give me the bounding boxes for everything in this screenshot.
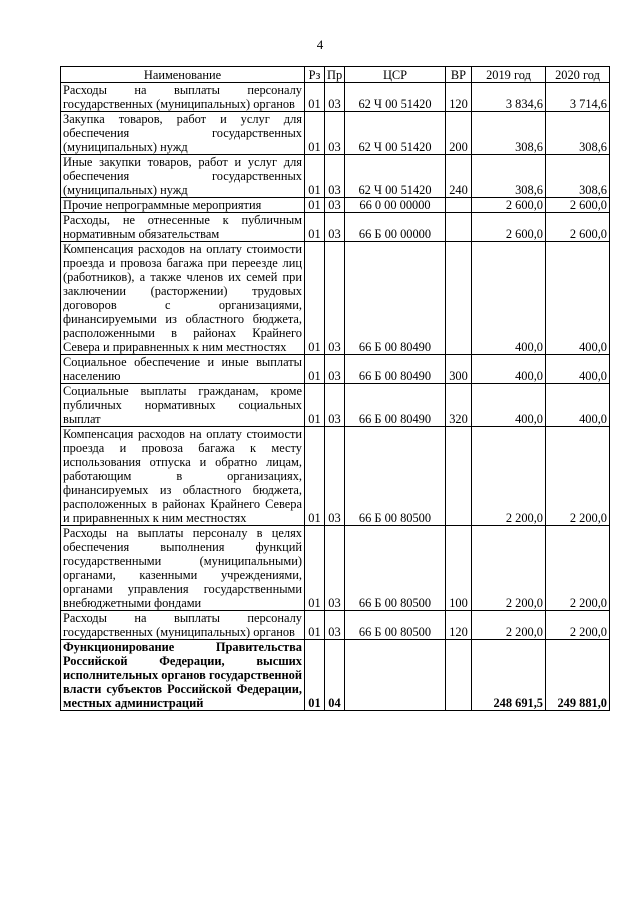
cell-pr: 03 bbox=[325, 112, 345, 155]
col-header-csr: ЦСР bbox=[345, 67, 446, 83]
cell-pr: 03 bbox=[325, 611, 345, 640]
cell-csr: 66 0 00 00000 bbox=[345, 198, 446, 213]
page-number: 4 bbox=[316, 37, 324, 52]
col-header-pr: Пр bbox=[325, 67, 345, 83]
cell-2019: 2 600,0 bbox=[472, 213, 546, 242]
table-header-row bbox=[61, 67, 610, 83]
cell-rz: 01 bbox=[305, 213, 325, 242]
cell-name: Прочие непрограммные мероприятия bbox=[61, 198, 305, 213]
table-row bbox=[61, 198, 610, 213]
table-row bbox=[61, 611, 610, 640]
cell-2019: 3 834,6 bbox=[472, 83, 546, 112]
cell-csr: 62 Ч 00 51420 bbox=[345, 83, 446, 112]
cell-vr: 200 bbox=[446, 112, 472, 155]
cell-rz: 01 bbox=[305, 384, 325, 427]
cell-csr: 62 Ч 00 51420 bbox=[345, 112, 446, 155]
cell-vr: 240 bbox=[446, 155, 472, 198]
table-row bbox=[61, 242, 610, 355]
cell-pr: 03 bbox=[325, 213, 345, 242]
budget-table bbox=[60, 66, 610, 711]
cell-vr: 120 bbox=[446, 611, 472, 640]
cell-csr: 66 Б 00 80490 bbox=[345, 384, 446, 427]
cell-pr: 03 bbox=[325, 427, 345, 526]
cell-pr: 03 bbox=[325, 198, 345, 213]
cell-2020: 308,6 bbox=[546, 155, 610, 198]
cell-2020: 2 600,0 bbox=[546, 213, 610, 242]
cell-name: Иные закупки товаров, работ и услуг для обеспечения государственных (муниципальных) нужд bbox=[61, 155, 305, 198]
cell-2019: 400,0 bbox=[472, 384, 546, 427]
table-row bbox=[61, 427, 610, 526]
table-row bbox=[61, 640, 610, 711]
cell-2019: 248 691,5 bbox=[472, 640, 546, 711]
cell-2019: 308,6 bbox=[472, 155, 546, 198]
table-row bbox=[61, 83, 610, 112]
table-row bbox=[61, 112, 610, 155]
cell-name: Компенсация расходов на оплату стоимости проезда и провоза багажа при переезде лиц (работников), а также членов их семей при заключении (расторжении) трудовых договоров с организациями, финансируемыми из областного бюджета, расположенными в районах Крайнего Севера и приравненных к ним местностях bbox=[61, 242, 305, 355]
cell-name: Социальные выплаты гражданам, кроме публичных нормативных социальных выплат bbox=[61, 384, 305, 427]
cell-2020: 400,0 bbox=[546, 384, 610, 427]
cell-vr bbox=[446, 640, 472, 711]
table-row bbox=[61, 355, 610, 384]
cell-name: Расходы на выплаты персоналу в целях обеспечения выполнения функций государственными (муниципальными) органами, казенными учреждениями, органами управления государственными внебюджетными фондами bbox=[61, 526, 305, 611]
cell-vr bbox=[446, 213, 472, 242]
cell-2020: 308,6 bbox=[546, 112, 610, 155]
cell-vr bbox=[446, 427, 472, 526]
cell-pr: 03 bbox=[325, 355, 345, 384]
cell-pr: 03 bbox=[325, 526, 345, 611]
cell-csr: 66 Б 00 80490 bbox=[345, 355, 446, 384]
cell-rz: 01 bbox=[305, 526, 325, 611]
cell-rz: 01 bbox=[305, 355, 325, 384]
cell-vr: 100 bbox=[446, 526, 472, 611]
cell-csr: 66 Б 00 80500 bbox=[345, 427, 446, 526]
cell-2020: 2 600,0 bbox=[546, 198, 610, 213]
cell-vr bbox=[446, 198, 472, 213]
cell-2019: 308,6 bbox=[472, 112, 546, 155]
col-header-name: Наименование bbox=[61, 67, 305, 83]
cell-2019: 400,0 bbox=[472, 355, 546, 384]
cell-rz: 01 bbox=[305, 242, 325, 355]
table-row bbox=[61, 384, 610, 427]
cell-2020: 2 200,0 bbox=[546, 427, 610, 526]
col-header-vr: ВР bbox=[446, 67, 472, 83]
cell-name: Функционирование Правительства Российской Федерации, высших исполнительных органов государственной власти субъектов Российской Федерации, местных администраций bbox=[61, 640, 305, 711]
cell-rz: 01 bbox=[305, 640, 325, 711]
cell-2020: 400,0 bbox=[546, 242, 610, 355]
cell-2019: 2 600,0 bbox=[472, 198, 546, 213]
cell-pr: 03 bbox=[325, 242, 345, 355]
cell-pr: 03 bbox=[325, 155, 345, 198]
cell-rz: 01 bbox=[305, 112, 325, 155]
cell-csr: 62 Ч 00 51420 bbox=[345, 155, 446, 198]
cell-rz: 01 bbox=[305, 155, 325, 198]
cell-pr: 03 bbox=[325, 83, 345, 112]
cell-2020: 400,0 bbox=[546, 355, 610, 384]
cell-2020: 3 714,6 bbox=[546, 83, 610, 112]
cell-csr: 66 Б 00 80490 bbox=[345, 242, 446, 355]
cell-vr: 120 bbox=[446, 83, 472, 112]
table-body bbox=[61, 83, 610, 711]
cell-rz: 01 bbox=[305, 427, 325, 526]
col-header-rz: Рз bbox=[305, 67, 325, 83]
cell-rz: 01 bbox=[305, 611, 325, 640]
col-header-2019: 2019 год bbox=[472, 67, 546, 83]
cell-2020: 2 200,0 bbox=[546, 611, 610, 640]
cell-csr: 66 Б 00 00000 bbox=[345, 213, 446, 242]
cell-csr bbox=[345, 640, 446, 711]
cell-pr: 03 bbox=[325, 384, 345, 427]
cell-rz: 01 bbox=[305, 198, 325, 213]
cell-rz: 01 bbox=[305, 83, 325, 112]
table-row bbox=[61, 526, 610, 611]
cell-2019: 2 200,0 bbox=[472, 427, 546, 526]
cell-name: Социальное обеспечение и иные выплаты населению bbox=[61, 355, 305, 384]
table-row bbox=[61, 155, 610, 198]
cell-2019: 2 200,0 bbox=[472, 611, 546, 640]
cell-2020: 2 200,0 bbox=[546, 526, 610, 611]
col-header-2020: 2020 год bbox=[546, 67, 610, 83]
cell-name: Расходы на выплаты персоналу государственных (муниципальных) органов bbox=[61, 611, 305, 640]
table-row bbox=[61, 213, 610, 242]
cell-name: Расходы на выплаты персоналу государственных (муниципальных) органов bbox=[61, 83, 305, 112]
cell-name: Компенсация расходов на оплату стоимости проезда и провоза багажа к месту использования отпуска и обратно лицам, работающим в организациях, финансируемых из областного бюджета, расположенных в районах Крайнего Севера и приравненных к ним местностях bbox=[61, 427, 305, 526]
cell-vr: 320 bbox=[446, 384, 472, 427]
cell-2019: 2 200,0 bbox=[472, 526, 546, 611]
cell-2019: 400,0 bbox=[472, 242, 546, 355]
cell-csr: 66 Б 00 80500 bbox=[345, 611, 446, 640]
cell-csr: 66 Б 00 80500 bbox=[345, 526, 446, 611]
cell-name: Расходы, не отнесенные к публичным нормативным обязательствам bbox=[61, 213, 305, 242]
cell-vr: 300 bbox=[446, 355, 472, 384]
cell-2020: 249 881,0 bbox=[546, 640, 610, 711]
cell-name: Закупка товаров, работ и услуг для обеспечения государственных (муниципальных) нужд bbox=[61, 112, 305, 155]
cell-pr: 04 bbox=[325, 640, 345, 711]
cell-vr bbox=[446, 242, 472, 355]
